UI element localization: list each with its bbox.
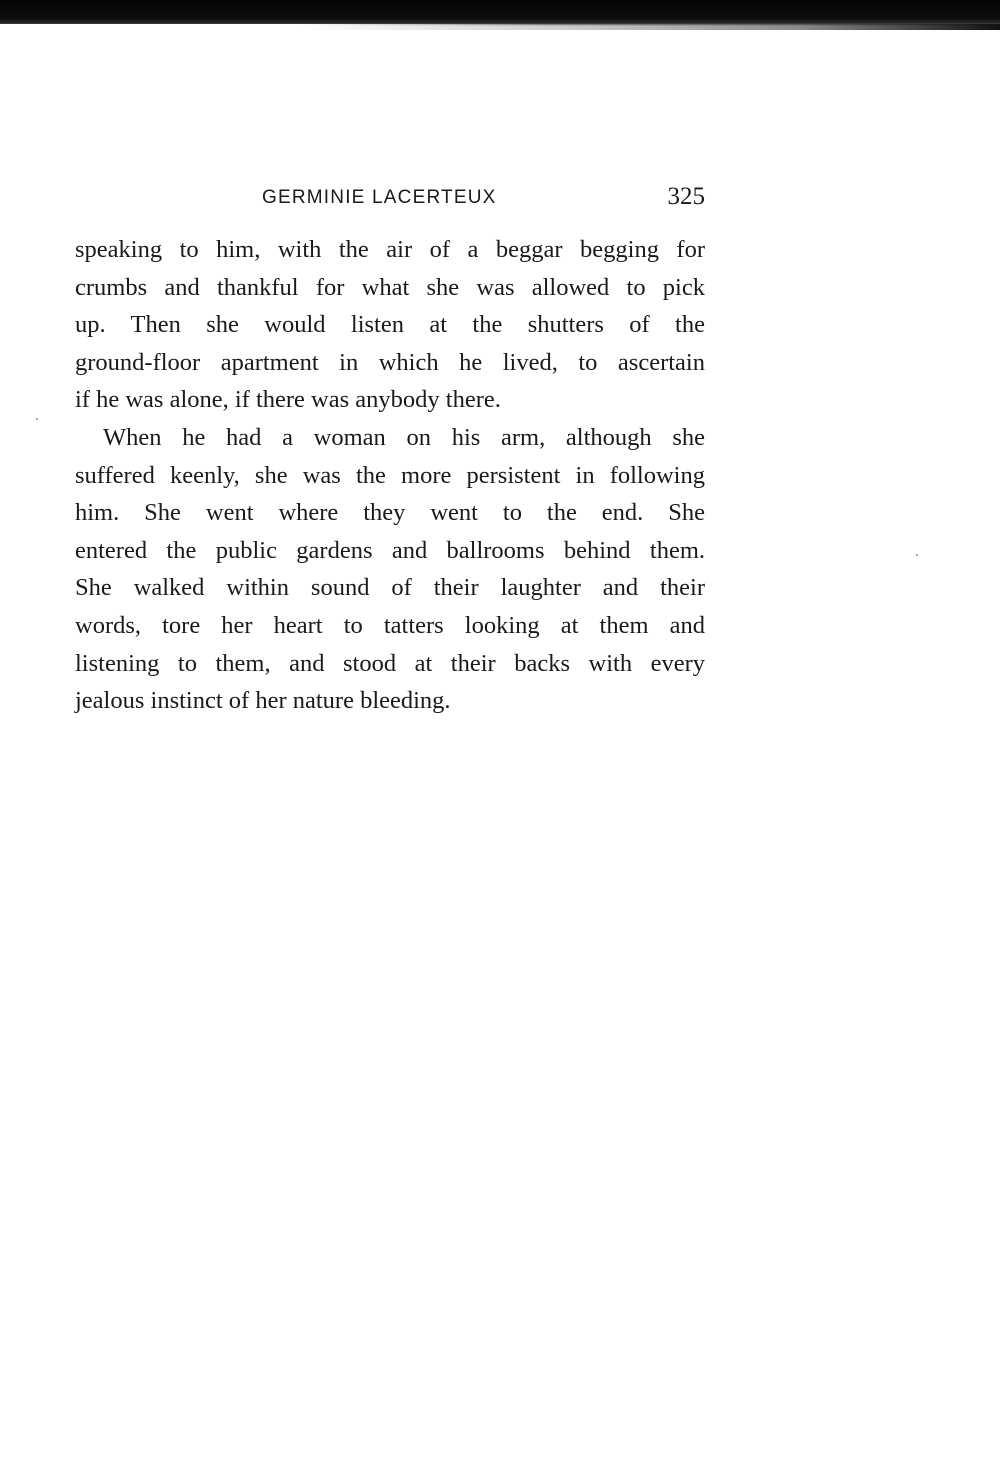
text-line: When he had a woman on his arm, although she [103, 423, 705, 451]
text-line: crumbs and thankful for what she was allowed to pick [75, 273, 705, 301]
scan-top-edge-shadow [0, 24, 1000, 30]
scan-speck [916, 554, 918, 556]
text-line: jealous instinct of her nature bleeding. [75, 687, 451, 715]
text-line: speaking to him, with the air of a beggar begging for [75, 236, 705, 263]
running-head-title: GERMINIE LACERTEUX [262, 187, 497, 208]
text-line: suffered keenly, she was the more persistent in following [75, 461, 705, 489]
page-number: 325 [667, 183, 705, 210]
text-line: words, tore her heart to tatters looking at them and [75, 611, 705, 639]
text-line: if he was alone, if there was anybody there. [75, 386, 501, 414]
paragraph-1 [75, 231, 705, 419]
text-line: She walked within sound of their laughter and their [75, 574, 705, 602]
text-line: ground-floor apartment in which he lived, to ascertain [75, 348, 705, 376]
body-text [75, 231, 705, 720]
text-line: up. Then she would listen at the shutters of the [75, 311, 705, 339]
text-line: him. She went where they went to the end. She [75, 499, 705, 527]
paragraph-2 [75, 419, 705, 720]
scan-speck [36, 418, 38, 420]
text-line: listening to them, and stood at their backs with every [75, 649, 705, 677]
running-head [75, 183, 707, 215]
scan-top-edge [0, 0, 1000, 26]
text-line: entered the public gardens and ballrooms behind them. [75, 536, 705, 564]
